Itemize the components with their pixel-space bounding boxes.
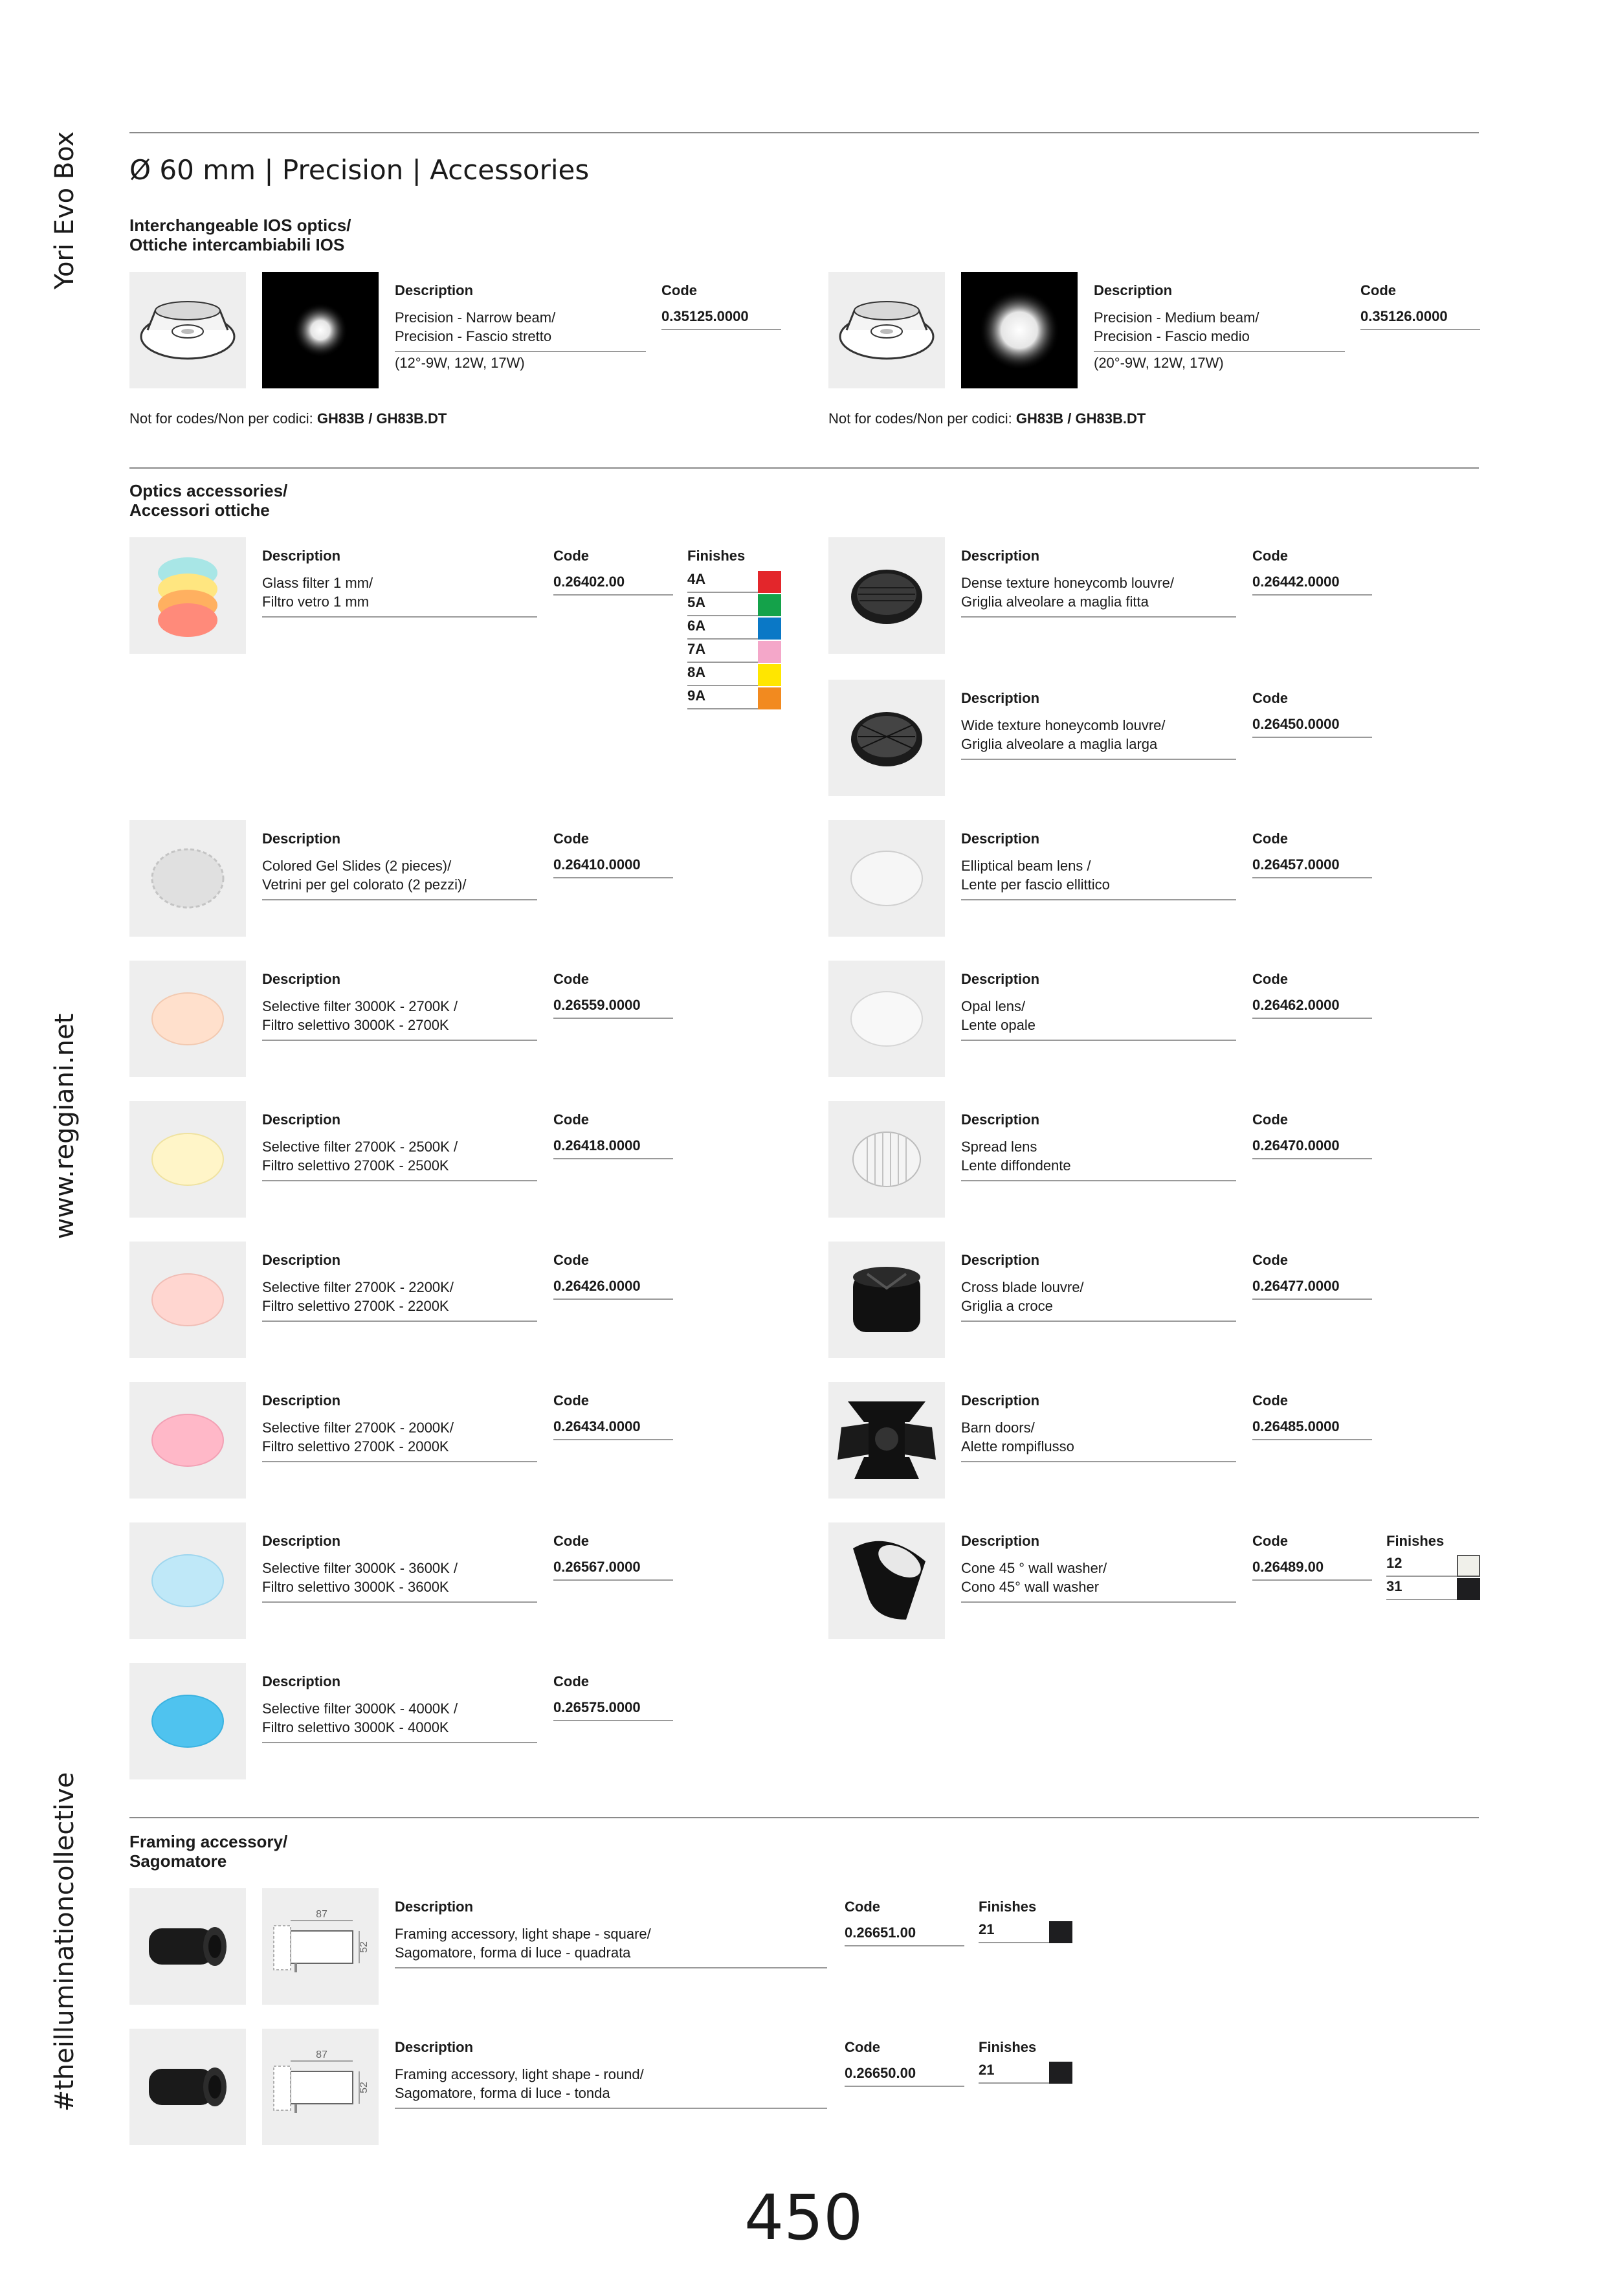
code-label: Code: [845, 2039, 880, 2055]
item-description: Barn doors/ Alette rompiflusso: [961, 1418, 1236, 1462]
product-image: [129, 537, 246, 654]
finish-swatch: [758, 641, 781, 663]
section-title-optics: Optics accessories/ Accessori ottiche: [129, 481, 288, 520]
description-label: Description: [262, 1392, 341, 1409]
product-image: [828, 1382, 945, 1499]
finish-row: 8A: [687, 664, 781, 686]
page-title: Ø 60 mm | Precision | Accessories: [129, 154, 590, 186]
finish-row: 21: [979, 2062, 1072, 2084]
item-description: Selective filter 3000K - 3600K / Filtro selettivo 3000K - 3600K: [262, 1559, 537, 1603]
finishes-label: Finishes: [1386, 1533, 1445, 1549]
item-code: 0.35126.0000: [1360, 308, 1480, 330]
item-description: Colored Gel Slides (2 pieces)/ Vetrini per gel colorato (2 pezzi)/: [262, 856, 537, 900]
sidebar-brand: Yori Evo Box: [50, 131, 80, 290]
description-label: Description: [1094, 282, 1173, 298]
code-label: Code: [553, 830, 589, 847]
item-code: 0.26650.00: [845, 2065, 964, 2087]
finish-swatch: [758, 618, 781, 640]
finish-row: 7A: [687, 641, 781, 663]
product-image: [129, 961, 246, 1077]
code-label: Code: [1252, 830, 1288, 847]
description-label: Description: [961, 830, 1040, 847]
product-image: [129, 820, 246, 937]
finish-row: 6A: [687, 618, 781, 640]
finish-swatch: [1049, 2062, 1072, 2084]
not-for-codes-note: Not for codes/Non per codici: GH83B / GH83B.DT: [828, 410, 1146, 427]
product-image: [129, 272, 246, 388]
product-image: [828, 680, 945, 796]
finish-swatch: [758, 594, 781, 616]
product-image: [828, 537, 945, 654]
item-code: 0.26442.0000: [1252, 574, 1372, 596]
item-description: Cone 45 ° wall washer/ Cono 45° wall washer: [961, 1559, 1236, 1603]
product-image: [129, 1382, 246, 1499]
description-label: Description: [961, 1533, 1040, 1549]
code-label: Code: [553, 1392, 589, 1409]
item-description: Selective filter 2700K - 2500K / Filtro selettivo 2700K - 2500K: [262, 1137, 537, 1181]
finishes-label: Finishes: [979, 2039, 1037, 2055]
item-description: Elliptical beam lens / Lente per fascio ellittico: [961, 856, 1236, 900]
product-image: [129, 1101, 246, 1218]
code-label: Code: [1252, 1111, 1288, 1128]
code-label: Code: [553, 1111, 589, 1128]
code-label: Code: [553, 1673, 589, 1689]
section-title-framing: Framing accessory/ Sagomatore: [129, 1832, 288, 1871]
product-image: [129, 1888, 246, 2005]
code-label: Code: [553, 971, 589, 987]
item-code: 0.26434.0000: [553, 1418, 673, 1440]
code-label: Code: [845, 1899, 880, 1915]
item-code: 0.26450.0000: [1252, 716, 1372, 738]
description-label: Description: [961, 971, 1040, 987]
finish-swatch: [758, 571, 781, 593]
divider: [129, 132, 1479, 133]
item-code: 0.26426.0000: [553, 1278, 673, 1300]
description-label: Description: [262, 971, 341, 987]
item-code: 0.35125.0000: [661, 308, 781, 330]
code-label: Code: [1252, 1252, 1288, 1268]
product-image: [828, 1242, 945, 1358]
finishes-label: Finishes: [687, 548, 746, 564]
description-label: Description: [961, 1252, 1040, 1268]
product-image: [828, 961, 945, 1077]
item-specs: (12°-9W, 12W, 17W): [395, 355, 525, 371]
item-description: Glass filter 1 mm/ Filtro vetro 1 mm: [262, 574, 537, 618]
item-description: Opal lens/ Lente opale: [961, 997, 1236, 1041]
description-label: Description: [262, 830, 341, 847]
item-code: 0.26470.0000: [1252, 1137, 1372, 1159]
dimension-drawing: [262, 1888, 379, 2005]
product-image: [129, 1522, 246, 1639]
finish-swatch: [758, 664, 781, 686]
item-code: 0.26402.00: [553, 574, 673, 596]
code-label: Code: [1252, 1392, 1288, 1409]
description-label: Description: [961, 1392, 1040, 1409]
item-code: 0.26457.0000: [1252, 856, 1372, 878]
code-label: Code: [1360, 282, 1396, 298]
item-description: Cross blade louvre/ Griglia a croce: [961, 1278, 1236, 1322]
sidebar-hashtag: #theilluminationcollective: [50, 1772, 80, 2112]
code-label: Code: [1252, 690, 1288, 706]
item-code: 0.26410.0000: [553, 856, 673, 878]
description-label: Description: [262, 1111, 341, 1128]
finish-swatch: [1457, 1555, 1480, 1577]
item-description: Selective filter 2700K - 2200K/ Filtro selettivo 2700K - 2200K: [262, 1278, 537, 1322]
item-description: Spread lens Lente diffondente: [961, 1137, 1236, 1181]
product-image: [129, 2029, 246, 2145]
description-label: Description: [961, 548, 1040, 564]
item-description: Selective filter 2700K - 2000K/ Filtro selettivo 2700K - 2000K: [262, 1418, 537, 1462]
item-description: Selective filter 3000K - 2700K / Filtro selettivo 3000K - 2700K: [262, 997, 537, 1041]
item-code: 0.26462.0000: [1252, 997, 1372, 1019]
product-image: [828, 272, 945, 388]
finish-row: 4A: [687, 571, 781, 593]
item-description: Precision - Medium beam/ Precision - Fascio medio: [1094, 308, 1345, 352]
finish-row: 31: [1386, 1578, 1480, 1600]
description-label: Description: [395, 282, 474, 298]
product-image: [129, 1663, 246, 1779]
item-description: Precision - Narrow beam/ Precision - Fascio stretto: [395, 308, 646, 352]
finishes-label: Finishes: [979, 1899, 1037, 1915]
item-description: Selective filter 3000K - 4000K / Filtro selettivo 3000K - 4000K: [262, 1699, 537, 1743]
description-label: Description: [262, 1252, 341, 1268]
product-image: [129, 1242, 246, 1358]
dimension-drawing: [262, 2029, 379, 2145]
description-label: Description: [262, 1533, 341, 1549]
code-label: Code: [553, 1252, 589, 1268]
beam-image: [961, 272, 1078, 388]
description-label: Description: [262, 548, 341, 564]
finish-swatch: [1457, 1578, 1480, 1600]
beam-image: [262, 272, 379, 388]
item-code: 0.26485.0000: [1252, 1418, 1372, 1440]
finish-row: 9A: [687, 687, 781, 709]
page-number: 450: [744, 2181, 863, 2254]
code-label: Code: [1252, 971, 1288, 987]
code-label: Code: [553, 1533, 589, 1549]
item-specs: (20°-9W, 12W, 17W): [1094, 355, 1224, 371]
description-label: Description: [395, 2039, 474, 2055]
item-code: 0.26575.0000: [553, 1699, 673, 1721]
finish-row: 12: [1386, 1555, 1480, 1577]
item-code: 0.26489.00: [1252, 1559, 1372, 1581]
product-image: [828, 1522, 945, 1639]
item-description: Framing accessory, light shape - square/ Sagomatore, forma di luce - quadrata: [395, 1924, 827, 1968]
code-label: Code: [553, 548, 589, 564]
description-label: Description: [262, 1673, 341, 1689]
item-code: 0.26418.0000: [553, 1137, 673, 1159]
product-image: [828, 820, 945, 937]
not-for-codes-note: Not for codes/Non per codici: GH83B / GH83B.DT: [129, 410, 447, 427]
dimension-height: 52: [359, 1941, 370, 1953]
divider: [129, 467, 1479, 469]
finish-swatch: [758, 687, 781, 709]
product-image: [828, 1101, 945, 1218]
item-description: Framing accessory, light shape - round/ Sagomatore, forma di luce - tonda: [395, 2065, 827, 2109]
description-label: Description: [961, 1111, 1040, 1128]
code-label: Code: [661, 282, 697, 298]
divider: [129, 1817, 1479, 1818]
dimension-height: 52: [359, 2082, 370, 2093]
finish-row: 21: [979, 1921, 1072, 1943]
item-code: 0.26559.0000: [553, 997, 673, 1019]
item-code: 0.26477.0000: [1252, 1278, 1372, 1300]
dimension-width: 87: [316, 1909, 327, 1920]
section-title-ios: Interchangeable IOS optics/ Ottiche intercambiabili IOS: [129, 216, 351, 254]
item-description: Wide texture honeycomb louvre/ Griglia alveolare a maglia larga: [961, 716, 1236, 760]
item-description: Dense texture honeycomb louvre/ Griglia alveolare a maglia fitta: [961, 574, 1236, 618]
item-code: 0.26567.0000: [553, 1559, 673, 1581]
code-label: Code: [1252, 1533, 1288, 1549]
code-label: Code: [1252, 548, 1288, 564]
sidebar-website[interactable]: www.reggiani.net: [50, 1013, 80, 1240]
finish-row: 5A: [687, 594, 781, 616]
item-code: 0.26651.00: [845, 1924, 964, 1946]
dimension-width: 87: [316, 2049, 327, 2060]
description-label: Description: [961, 690, 1040, 706]
finish-swatch: [1049, 1921, 1072, 1943]
description-label: Description: [395, 1899, 474, 1915]
